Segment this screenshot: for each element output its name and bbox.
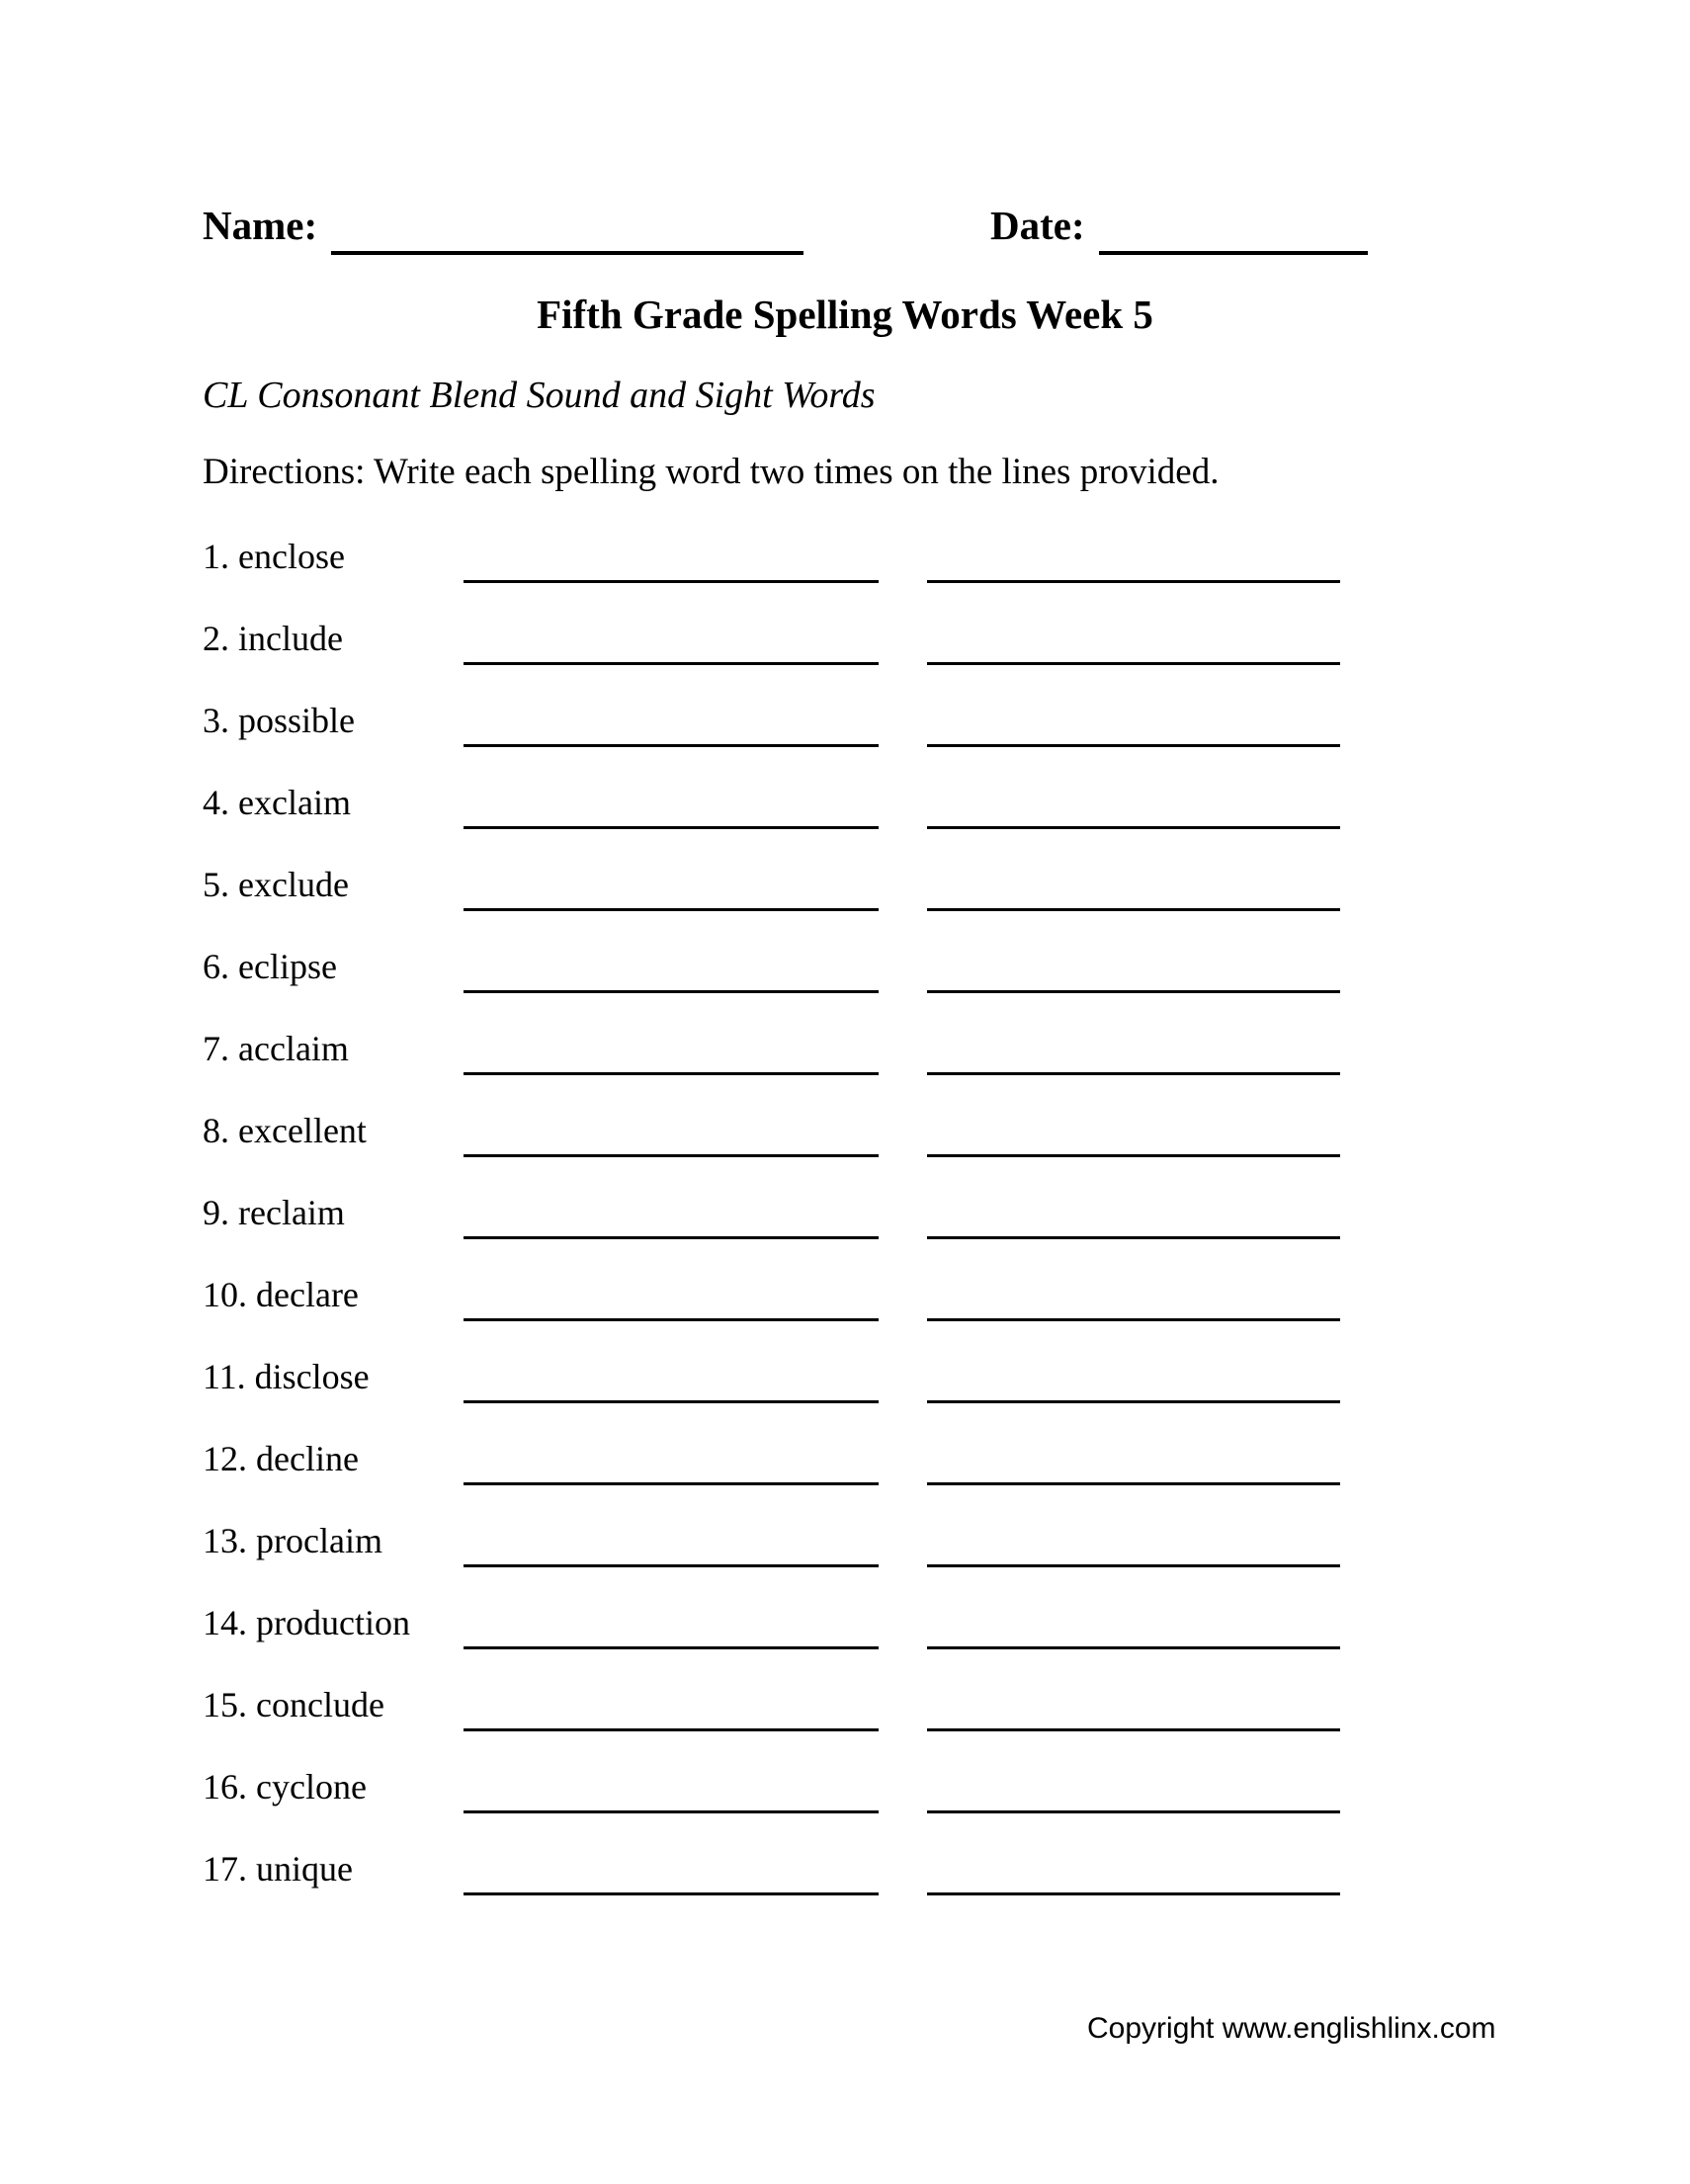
write-line-1 [464, 946, 879, 993]
write-line-1 [464, 1274, 879, 1321]
word-row [203, 536, 1389, 618]
word-row [203, 1848, 1389, 1930]
write-line-2 [927, 1192, 1340, 1239]
write-line-2 [927, 1274, 1340, 1321]
word-row [203, 1766, 1389, 1848]
name-blank-line [331, 206, 803, 255]
word-label: 15. conclude [203, 1685, 384, 1724]
write-line-2 [927, 1028, 1340, 1075]
write-line-2 [927, 1848, 1340, 1895]
word-row [203, 1602, 1389, 1684]
write-line-1 [464, 782, 879, 829]
word-row [203, 1520, 1389, 1602]
write-line-1 [464, 1028, 879, 1075]
page-title: Fifth Grade Spelling Words Week 5 [537, 292, 1153, 337]
write-line-2 [927, 618, 1340, 665]
word-label: 10. declare [203, 1275, 359, 1314]
write-line-2 [927, 1438, 1340, 1485]
write-line-2 [927, 1356, 1340, 1403]
word-label: 7. acclaim [203, 1029, 349, 1068]
write-line-2 [927, 700, 1340, 747]
word-label: 13. proclaim [203, 1521, 382, 1560]
word-row [203, 700, 1389, 782]
word-row [203, 1274, 1389, 1356]
word-row [203, 1356, 1389, 1438]
word-label: 16. cyclone [203, 1767, 367, 1806]
word-label: 12. decline [203, 1439, 359, 1478]
write-line-1 [464, 864, 879, 911]
word-row [203, 864, 1389, 946]
date-label: Date: [990, 203, 1085, 248]
spelling-word-list [203, 536, 1389, 1930]
lesson-subtitle: CL Consonant Blend Sound and Sight Words [203, 375, 876, 416]
word-row [203, 618, 1389, 700]
write-line-1 [464, 1520, 879, 1567]
copyright-text: Copyright www.englishlinx.com [1087, 2012, 1496, 2045]
word-label: 8. excellent [203, 1111, 367, 1150]
word-row [203, 1192, 1389, 1274]
write-line-2 [927, 1766, 1340, 1813]
write-line-1 [464, 1602, 879, 1649]
write-line-1 [464, 1684, 879, 1731]
name-label: Name: [203, 203, 318, 248]
word-label: 14. production [203, 1603, 410, 1642]
write-line-2 [927, 1110, 1340, 1157]
word-row [203, 782, 1389, 864]
word-row [203, 1028, 1389, 1110]
write-line-2 [927, 1520, 1340, 1567]
word-row [203, 1110, 1389, 1192]
write-line-2 [927, 1684, 1340, 1731]
date-blank-line [1099, 206, 1368, 255]
word-row [203, 946, 1389, 1028]
write-line-1 [464, 1438, 879, 1485]
word-label: 17. unique [203, 1849, 353, 1889]
write-line-2 [927, 536, 1340, 583]
write-line-1 [464, 700, 879, 747]
word-label: 9. reclaim [203, 1193, 345, 1232]
write-line-1 [464, 1848, 879, 1895]
write-line-2 [927, 946, 1340, 993]
write-line-1 [464, 536, 879, 583]
word-label: 2. include [203, 619, 343, 658]
directions-text: Directions: Write each spelling word two times on the lines provided. [203, 452, 1220, 492]
write-line-1 [464, 1766, 879, 1813]
word-label: 6. eclipse [203, 947, 337, 986]
write-line-2 [927, 782, 1340, 829]
word-label: 4. exclaim [203, 783, 351, 822]
word-label: 11. disclose [203, 1357, 370, 1396]
word-label: 1. enclose [203, 537, 345, 576]
write-line-1 [464, 1356, 879, 1403]
write-line-1 [464, 1110, 879, 1157]
write-line-1 [464, 1192, 879, 1239]
word-row [203, 1438, 1389, 1520]
word-label: 5. exclude [203, 865, 349, 904]
word-label: 3. possible [203, 701, 356, 740]
write-line-2 [927, 864, 1340, 911]
write-line-1 [464, 618, 879, 665]
word-row [203, 1684, 1389, 1766]
write-line-2 [927, 1602, 1340, 1649]
